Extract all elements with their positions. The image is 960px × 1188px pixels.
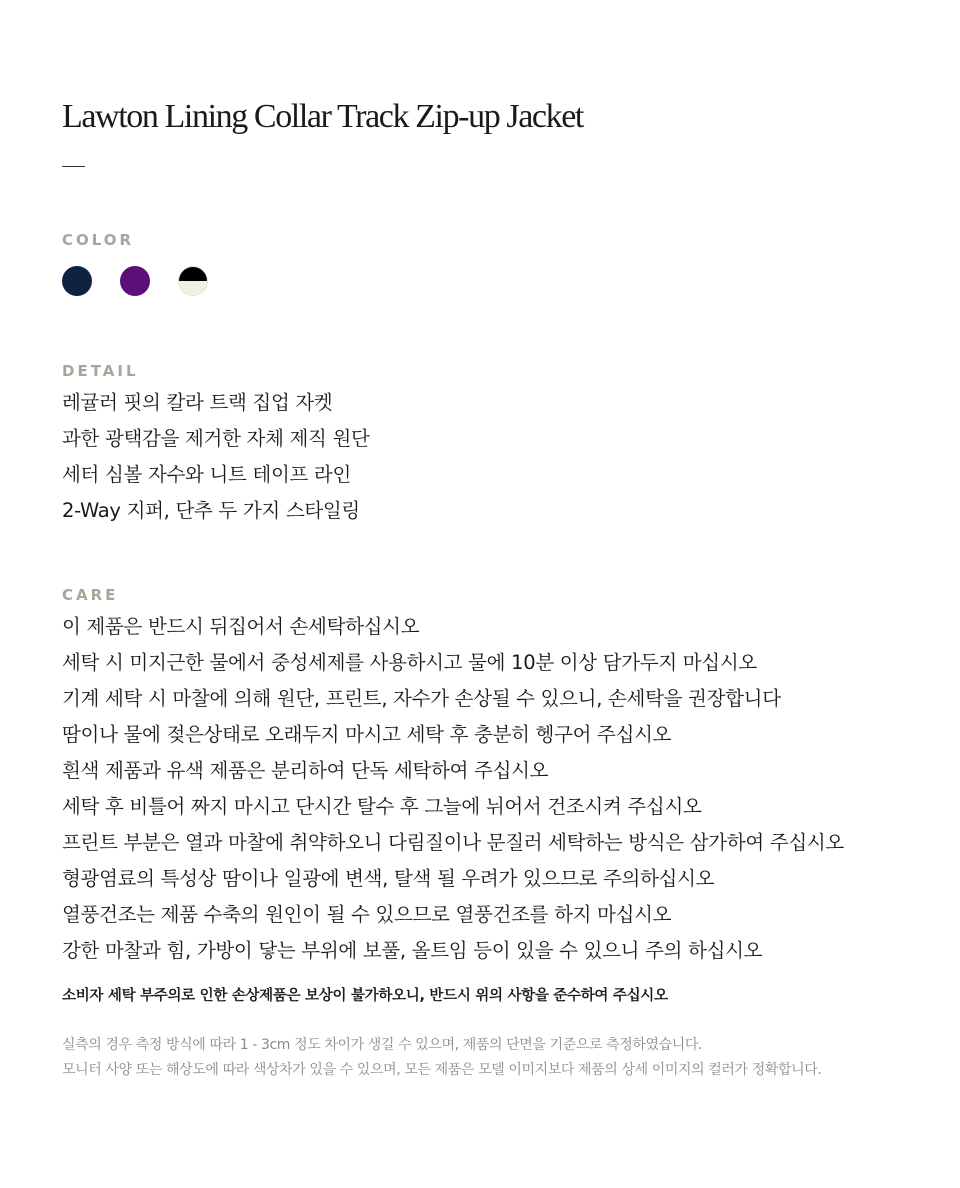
care-line: 땀이나 물에 젖은상태로 오래두지 마시고 세탁 후 충분히 헹구어 주십시오 [62, 723, 672, 746]
detail-line: 2-Way 지퍼, 단추 두 가지 스타일링 [62, 499, 360, 522]
care-line: 형광염료의 특성상 땀이나 일광에 변색, 탈색 될 우려가 있으므로 주의하십시오 [62, 867, 715, 890]
care-line: 흰색 제품과 유색 제품은 분리하여 단독 세탁하여 주십시오 [62, 759, 549, 782]
color-section-label: COLOR [62, 231, 135, 249]
detail-line: 레귤러 핏의 칼라 트랙 집업 자켓 [62, 391, 333, 414]
detail-list [62, 385, 370, 529]
detail-line: 과한 광택감을 제거한 자체 제직 원단 [62, 427, 370, 450]
care-line: 이 제품은 반드시 뒤집어서 손세탁하십시오 [62, 615, 420, 638]
footnotes [62, 1033, 821, 1083]
care-line: 강한 마찰과 힘, 가방이 닿는 부위에 보풀, 올트임 등이 있을 수 있으니 주의 하십시오 [62, 939, 763, 962]
product-title: Lawton Lining Collar Track Zip-up Jacket [62, 98, 583, 135]
care-line: 세탁 시 미지근한 물에서 중성세제를 사용하시고 물에 10분 이상 담가두지 마십시오 [62, 651, 757, 674]
title-divider [62, 166, 85, 167]
swatch-navy[interactable] [62, 266, 92, 296]
care-line: 기계 세탁 시 마찰에 의해 원단, 프린트, 자수가 손상될 수 있으니, 손세탁을 권장합니다 [62, 687, 781, 710]
color-swatches [62, 266, 208, 296]
footnote-color: 모니터 사양 또는 해상도에 따라 색상차가 있을 수 있으며, 모든 제품은 모델 이미지보다 제품의 상세 이미지의 컬러가 정확합니다. [62, 1062, 822, 1078]
swatch-purple[interactable] [120, 266, 150, 296]
care-section-label: CARE [62, 586, 119, 604]
detail-section-label: DETAIL [62, 362, 139, 380]
care-line: 세탁 후 비틀어 짜지 마시고 단시간 탈수 후 그늘에 뉘어서 건조시켜 주십시오 [62, 795, 702, 818]
care-notice: 소비자 세탁 부주의로 인한 손상제품은 보상이 불가하오니, 반드시 위의 사항을 준수하여 주십시오 [62, 988, 668, 1004]
care-list [62, 609, 844, 969]
care-line: 프린트 부분은 열과 마찰에 취약하오니 다림질이나 문질러 세탁하는 방식은 삼가하여 주십시오 [62, 831, 844, 854]
footnote-measurement: 실측의 경우 측정 방식에 따라 1 - 3cm 정도 차이가 생길 수 있으며, 제품의 단면을 기준으로 측정하였습니다. [62, 1037, 703, 1053]
detail-line: 세터 심볼 자수와 니트 테이프 라인 [62, 463, 352, 486]
care-line: 열풍건조는 제품 수축의 원인이 될 수 있으므로 열풍건조를 하지 마십시오 [62, 903, 672, 926]
swatch-black-ivory[interactable] [178, 266, 208, 296]
